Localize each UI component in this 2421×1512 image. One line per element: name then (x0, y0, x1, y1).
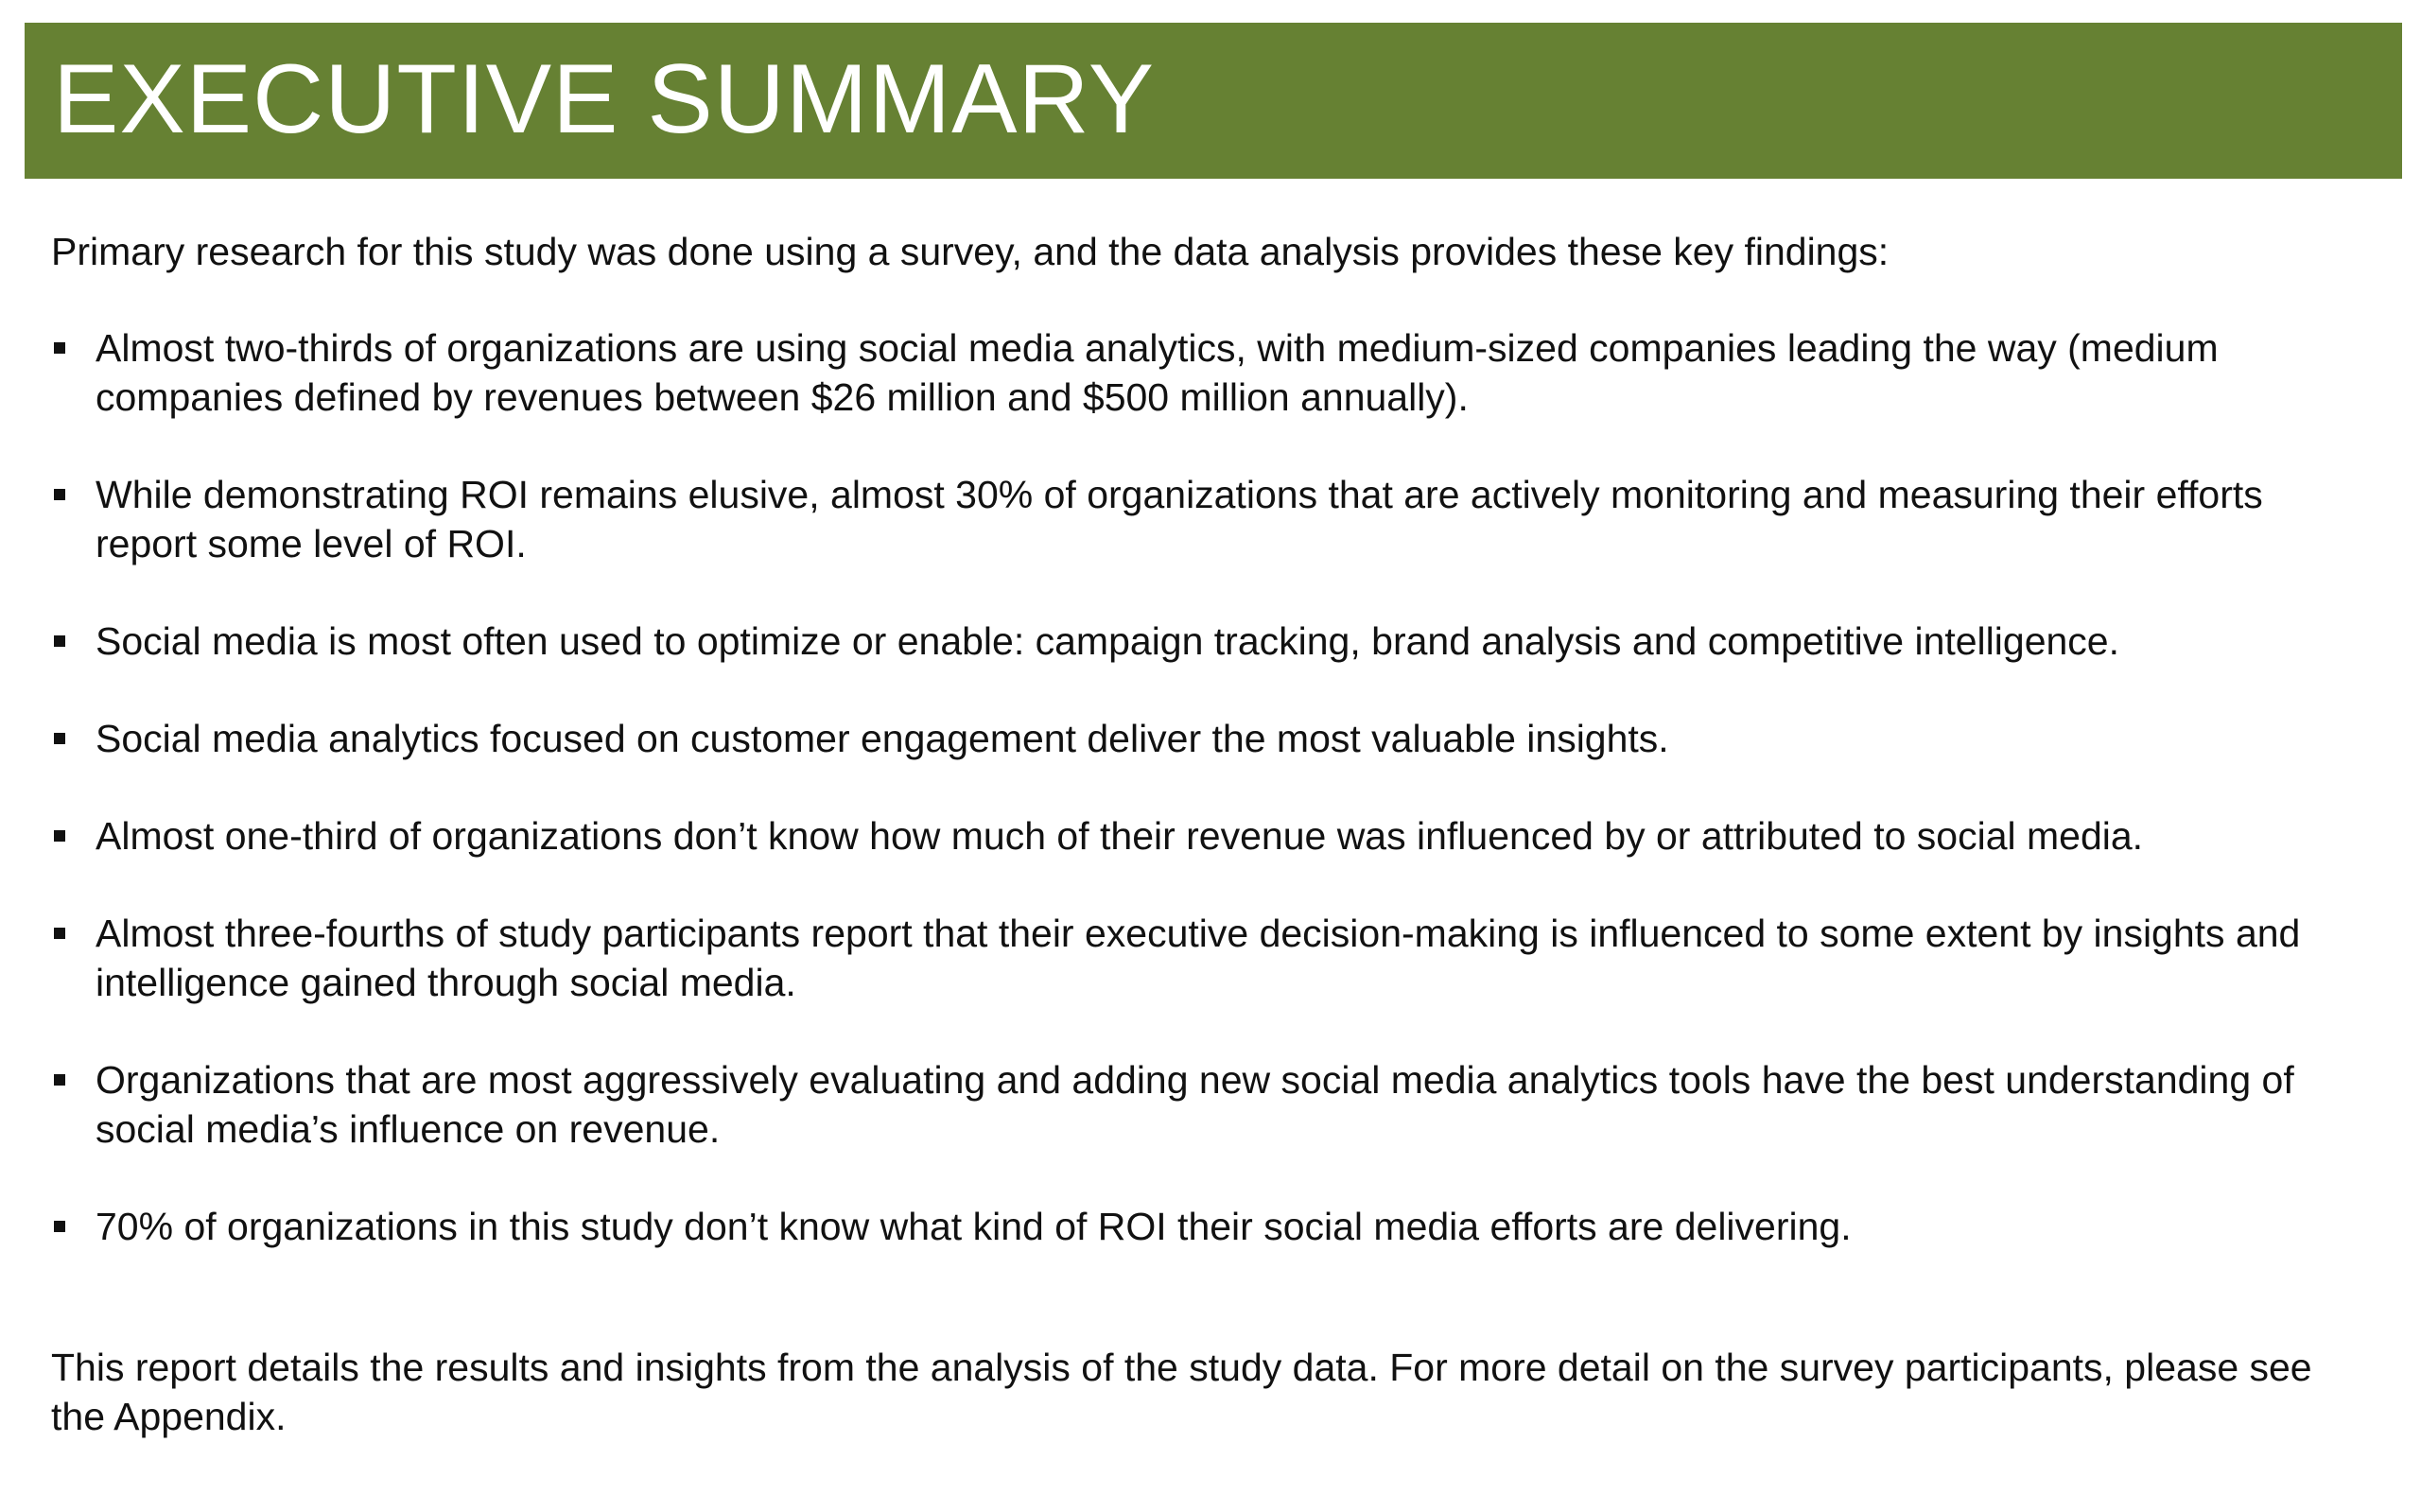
finding-item (51, 470, 2359, 568)
title-banner (25, 23, 2402, 179)
finding-text: While demonstrating ROI remains elusive, almost 30% of organizations that are actively monitoring and measuring their efforts report some level of ROI. (96, 473, 2263, 565)
finding-item (51, 617, 2359, 666)
page-title: EXECUTIVE SUMMARY (53, 43, 1156, 154)
square-bullet-icon (54, 733, 65, 744)
finding-item (51, 323, 2359, 422)
finding-item (51, 909, 2359, 1007)
intro-paragraph: Primary research for this study was done using a survey, and the data analysis provides these key findings: (51, 230, 1890, 273)
square-bullet-icon (54, 1221, 65, 1232)
closing-paragraph: This report details the results and insights from the analysis of the study data. For more detail on the survey participants, please see the Appendix. (51, 1346, 2312, 1438)
square-bullet-icon (54, 1074, 65, 1086)
finding-text: Social media is most often used to optimize or enable: campaign tracking, brand analysis and competitive intelligence. (96, 619, 2119, 663)
finding-text: Almost two-thirds of organizations are using social media analytics, with medium-sized companies leading the way (medium companies defined by revenues between $26 million and $500 million annually). (96, 326, 2219, 419)
finding-text: Organizations that are most aggressively evaluating and adding new social media analytics tools have the best understanding of social media’s influence on revenue. (96, 1058, 2294, 1151)
square-bullet-icon (54, 635, 65, 647)
square-bullet-icon (54, 489, 65, 500)
finding-item (51, 1055, 2359, 1154)
key-findings-list (51, 323, 2359, 1299)
finding-text: Almost one-third of organizations don’t know how much of their revenue was influenced by or attributed to social media. (96, 814, 2144, 858)
finding-text: 70% of organizations in this study don’t know what kind of ROI their social media efforts are delivering. (96, 1205, 1852, 1248)
finding-text: Social media analytics focused on customer engagement deliver the most valuable insights. (96, 717, 1669, 760)
finding-text: Almost three-fourths of study participants report that their executive decision-making is influenced to some extent by insights and intelligence gained through social media. (96, 912, 2301, 1004)
finding-item (51, 811, 2359, 860)
square-bullet-icon (54, 830, 65, 842)
finding-item (51, 1202, 2359, 1251)
square-bullet-icon (54, 342, 65, 354)
finding-item (51, 714, 2359, 763)
square-bullet-icon (54, 928, 65, 939)
